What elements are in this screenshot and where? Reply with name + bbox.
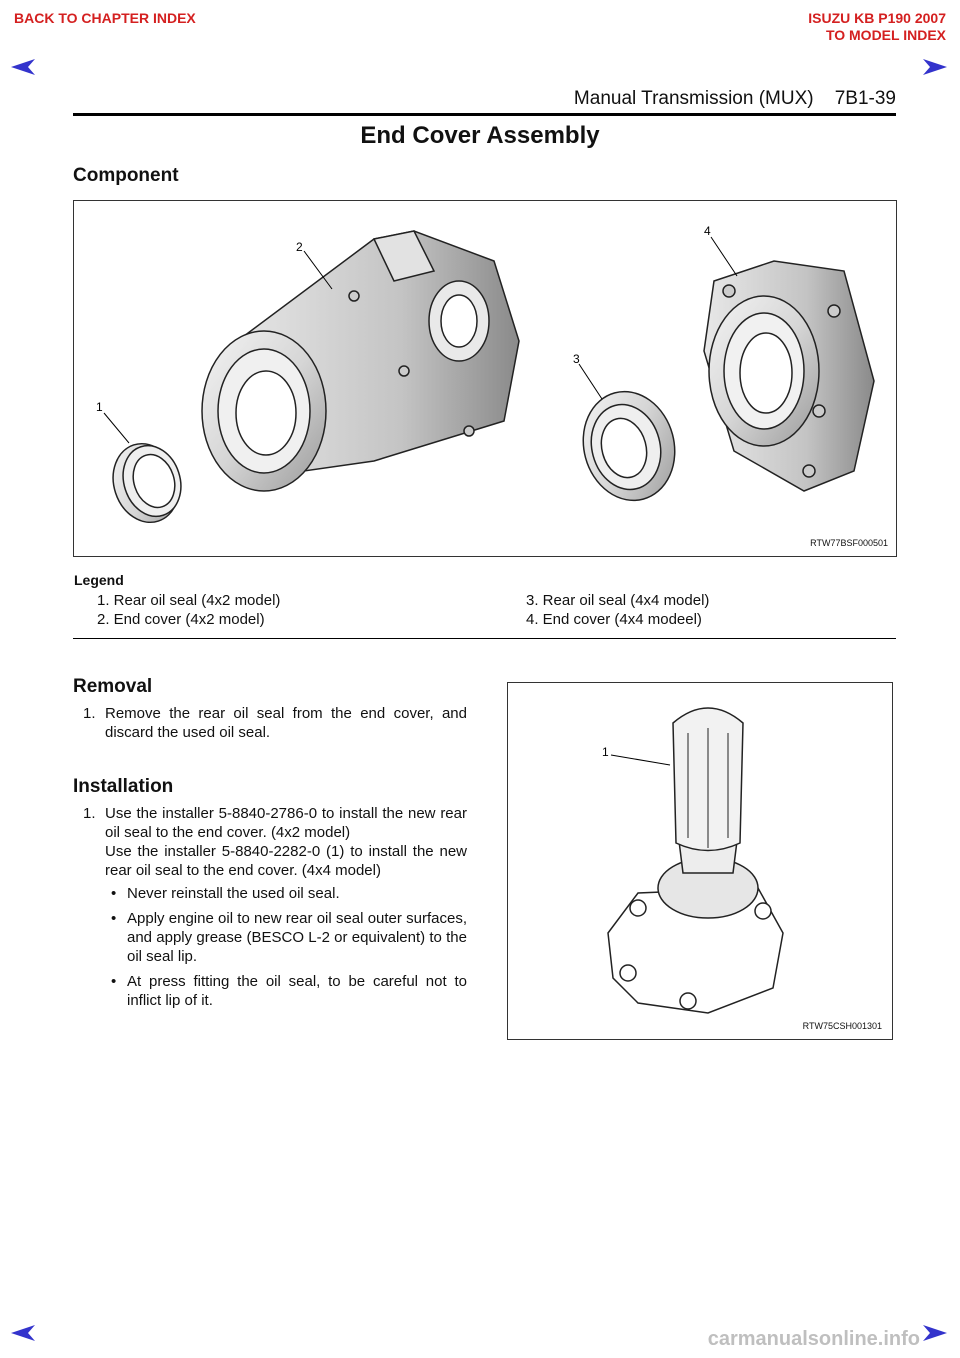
installer-illustration [508, 683, 892, 1039]
installation-step-1: 1. Use the installer 5-8840-2786-0 to install the new rear oil seal to the end cover. (4x2 model) Use the installer 5-8840-2282-0 (1) to install the new rear oil seal to the end cover. (4x4 model) • Never reinstall the used oil seal. • Apply engine oil to new rear oil seal outer surfaces, and apply grease (BESCO L-2 or equivalent) to the oil seal lip. • At press fitting the oil seal, to be careful not to inflict lip of it. [83, 805, 467, 1009]
removal-step-1-text: Remove the rear oil seal from the end cover, and discard the used oil seal. [105, 705, 467, 741]
running-header [574, 88, 896, 110]
installation-step-1b: Use the installer 5-8840-2282-0 (1) to install the new rear oil seal to the end cover. (4x4 model) [105, 843, 467, 879]
to-model-index-link[interactable]: TO MODEL INDEX [825, 27, 946, 43]
installer-tool [608, 708, 783, 1013]
bullet-3: • At press fitting the oil seal, to be careful not to inflict lip of it. [111, 973, 467, 1009]
rear-oil-seal-4x2 [103, 435, 190, 531]
legend-item-2: 2. End cover (4x2 model) [97, 611, 265, 628]
component-figure [73, 200, 897, 557]
header-rule [73, 113, 896, 116]
removal-step-1: 1. Remove the rear oil seal from the end cover, and discard the used oil seal. [83, 705, 467, 741]
model-title-link[interactable]: ISUZU KB P190 2007 [808, 10, 946, 26]
page-title: End Cover Assembly [360, 122, 600, 149]
next-page-arrow-icon[interactable] [922, 58, 948, 76]
installer-figure-code: RTW75CSH001301 [802, 1021, 882, 1031]
title-wrap [0, 122, 960, 150]
bullet-2: • Apply engine oil to new rear oil seal outer surfaces, and apply grease (BESCO L-2 or equivalent) to the oil seal lip. [111, 910, 467, 965]
back-to-chapter-index-link[interactable]: BACK TO CHAPTER INDEX [14, 10, 196, 26]
bullet-1-text: Never reinstall the used oil seal. [127, 885, 340, 902]
end-cover-4x4 [704, 261, 874, 491]
prev-page-arrow-icon[interactable] [10, 58, 36, 76]
installation-heading: Installation [73, 776, 174, 797]
legend-item-1: 1. Rear oil seal (4x2 model) [97, 592, 281, 609]
component-figure-code: RTW77BSF000501 [810, 538, 888, 548]
watermark: carmanualsonline.info [707, 1328, 920, 1350]
callout-2: 2 [296, 240, 303, 254]
bottom-prev-page-arrow-icon[interactable] [10, 1324, 36, 1342]
rear-oil-seal-4x4 [571, 381, 686, 511]
section-name: Manual Transmission (MUX) [573, 88, 814, 109]
bullet-3-text: At press fitting the oil seal, to be careful not to inflict lip of it. [127, 973, 467, 1009]
bottom-next-page-arrow-icon[interactable] [922, 1324, 948, 1342]
callout-4: 4 [704, 224, 711, 238]
installation-step-1a: Use the installer 5-8840-2786-0 to install the new rear oil seal to the end cover. (4x2 model) [105, 805, 467, 841]
page-number: 7B1-39 [834, 88, 896, 109]
legend-item-4: 4. End cover (4x4 modeel) [526, 611, 702, 628]
installer-leader-line [611, 755, 670, 765]
installer-callout-1: 1 [602, 745, 609, 759]
installer-figure [507, 682, 893, 1040]
end-cover-4x2 [202, 231, 519, 491]
callout-3: 3 [573, 352, 580, 366]
legend-rule [73, 638, 896, 639]
bullet-2-text: Apply engine oil to new rear oil seal outer surfaces, and apply grease (BESCO L-2 or equivalent) to the oil seal lip. [127, 910, 467, 965]
callout-1: 1 [96, 400, 103, 414]
legend-title: Legend [74, 572, 124, 588]
legend-item-3: 3. Rear oil seal (4x4 model) [526, 592, 710, 609]
component-illustration [74, 201, 896, 556]
bullet-1: • Never reinstall the used oil seal. [111, 885, 340, 902]
component-heading: Component [73, 165, 179, 186]
removal-heading: Removal [73, 676, 153, 697]
